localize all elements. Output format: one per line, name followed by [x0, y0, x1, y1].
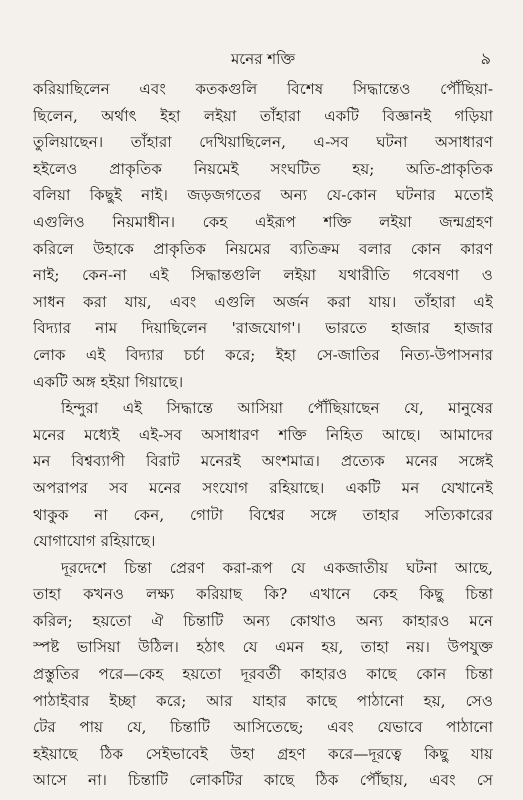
text-line: যোগাযোগ রহিয়াছে। — [33, 532, 156, 551]
text-line: তুলিয়াছেন। তাঁহারা দেখিয়াছিলেন, এ-সব ঘটনা অসাধারণ — [33, 133, 493, 152]
text-line: পাঠাইবার ইচ্ছা করে; আর যাহার কাছে পাঠানো হয়, সেও — [33, 691, 493, 710]
page-number: ৯ — [480, 49, 491, 68]
text-line: দূরদেশে চিন্তা প্রেরণ করা-রূপ যে একজাতীয় ঘটনা আছে, — [61, 558, 493, 577]
text-line: হিন্দুরা এই সিদ্ধান্তে আসিয়া পৌঁছিয়াছেন যে, মানুষের — [61, 399, 493, 418]
running-title: মনের শক্তি — [230, 50, 296, 68]
text-line: সাধন করা যায়, এবং এগুলি অর্জন করা যায়। তাঁহারা এই — [33, 292, 493, 311]
text-line: একটি অঙ্গ হইয়া গিয়াছে। — [33, 372, 184, 391]
text-line: করিলে উহাকে প্রাকৃতিক নিয়মের ব্যতিক্রম বলার কোন কারণ — [33, 239, 493, 258]
paragraph-3 — [33, 555, 493, 794]
text-line: বলিয়া কিছুই নাই। জড়জগতের অন্য যে-কোন ঘটনার মতোই — [33, 186, 493, 205]
text-line: মন বিশ্বব্যাপী বিরাট মনেরই অংশমাত্র। প্রত্যেক মনের সঙ্গেই — [33, 452, 493, 471]
text-line: লোক এই বিদ্যার চর্চা করে; ইহা সে-জাতির নিত্য-উপাসনার — [33, 345, 493, 364]
text-line: করিল; হয়তো ঐ চিন্তাটি অন্য কোথাও অন্য কাহারও মনে — [33, 611, 493, 630]
text-line: অপরাপর সব মনের সংযোগ রহিয়াছে। একটি মন যেখানেই — [33, 478, 493, 497]
text-line: তাহা কখনও লক্ষ্য করিয়াছ কি? এখানে কেহ কিছু চিন্তা — [33, 585, 493, 604]
paragraph-2 — [33, 395, 493, 555]
text-line: করিয়াছিলেন এবং কতকগুলি বিশেষ সিদ্ধান্তেও পৌঁছিয়া- — [33, 80, 493, 98]
text-line: এগুলিও নিয়মাধীন। কেহ এইরূপ শক্তি লইয়া জন্মগ্রহণ — [33, 212, 493, 231]
text-line: নাই; কেন-না এই সিদ্ধান্তগুলি লইয়া যথারীতি গবেষণা ও — [33, 266, 493, 285]
page-header — [33, 40, 493, 76]
text-line: ছিলেন, অর্থাৎ ইহা লইয়া তাঁহারা একটি বিজ্ঞানই গড়িয়া — [33, 106, 493, 125]
text-line: থাকুক না কেন, গোটা বিশ্বের সঙ্গে তাহার সত্যিকারের — [33, 505, 493, 524]
body-text — [33, 76, 493, 794]
text-line: বিদ্যার নাম দিয়াছিলেন 'রাজযোগ'। ভারতে হাজার হাজার — [33, 319, 493, 338]
text-line: হইলেও প্রাকৃতিক নিয়মেই সংঘটিত হয়; অতি-প্রাকৃতিক — [33, 159, 493, 178]
text-line: আসে না। চিন্তাটি লোকটির কাছে ঠিক পৌঁছায়, এবং সে — [33, 771, 493, 790]
text-line: মনের মধ্যেই এই-সব অসাধারণ শক্তি নিহিত আছে। আমাদের — [33, 425, 493, 444]
text-line: স্পষ্ট ভাসিয়া উঠিল। হঠাৎ যে এমন হয়, তাহা নয়। উপযুক্ত — [33, 638, 493, 657]
text-line: টের পায় যে, চিন্তাটি আসিতেছে; এবং যেভাবে পাঠানো — [33, 718, 493, 737]
text-line: হইয়াছে ঠিক সেইভাবেই উহা গ্রহণ করে—দূরত্বে কিছু যায় — [33, 744, 493, 763]
text-line: প্রস্তুতির পরে—কেহ হয়তো দূরবর্তী কাহারও কাছে কোন চিন্তা — [33, 665, 493, 684]
paragraph-1 — [33, 76, 493, 395]
